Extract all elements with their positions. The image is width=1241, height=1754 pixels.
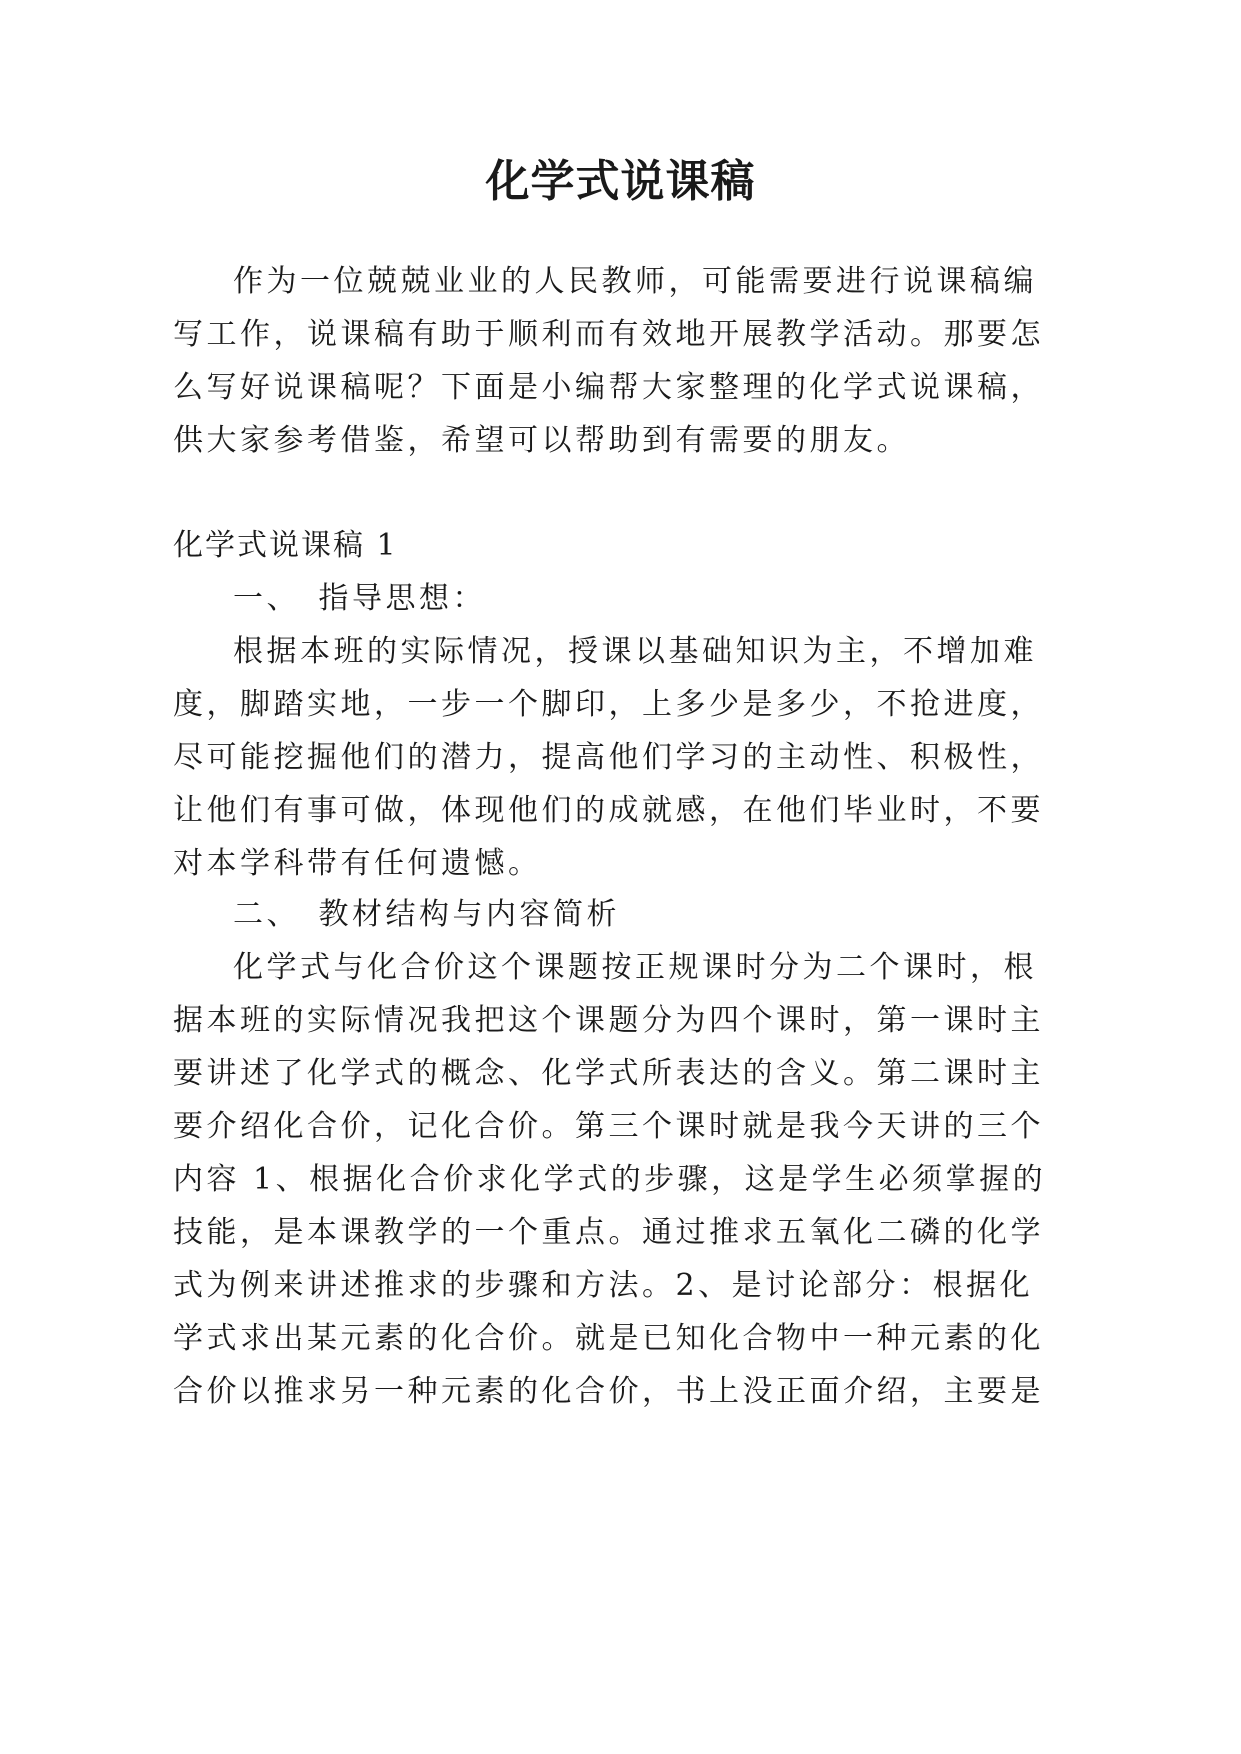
paragraph-line: 要介绍化合价，记化合价。第三个课时就是我今天讲的三个	[173, 1109, 1044, 1144]
paragraph-line: 据本班的实际情况我把这个课题分为四个课时，第一课时主	[173, 1003, 1044, 1038]
paragraph-line: 对本学科带有任何遗憾。	[173, 846, 542, 881]
paragraph-line: 合价以推求另一种元素的化合价，书上没正面介绍，主要是	[173, 1374, 1044, 1409]
paragraph-line: 让他们有事可做，体现他们的成就感，在他们毕业时，不要	[173, 793, 1044, 828]
intro-line: 供大家参考借鉴，希望可以帮助到有需要的朋友。	[173, 423, 910, 458]
paragraph-line: 尽可能挖掘他们的潜力，提高他们学习的主动性、积极性，	[173, 740, 1044, 775]
intro-line: 作为一位兢兢业业的人民教师，可能需要进行说课稿编	[233, 264, 1037, 299]
paragraph-line: 学式求出某元素的化合价。就是已知化合物中一种元素的化	[173, 1321, 1044, 1356]
heading-textbook-structure: 二、 教材结构与内容简析	[233, 897, 620, 932]
paragraph-line: 化学式与化合价这个课题按正规课时分为二个课时，根	[233, 950, 1037, 985]
heading-guiding-idea: 一、 指导思想：	[233, 581, 486, 616]
paragraph-line: 要讲述了化学式的概念、化学式所表达的含义。第二课时主	[173, 1056, 1044, 1091]
paragraph-line: 技能，是本课教学的一个重点。通过推求五氧化二磷的化学	[173, 1215, 1044, 1250]
section-heading: 化学式说课稿 1	[173, 528, 398, 563]
paragraph-line: 内容 1、根据化合价求化学式的步骤，这是学生必须掌握的	[173, 1162, 1047, 1197]
document-title: 化学式说课稿	[485, 156, 756, 207]
intro-line: 写工作，说课稿有助于顺利而有效地开展教学活动。那要怎	[173, 317, 1044, 352]
paragraph-line: 度，脚踏实地，一步一个脚印，上多少是多少，不抢进度，	[173, 687, 1044, 722]
paragraph-line: 式为例来讲述推求的步骤和方法。2、是讨论部分：根据化	[173, 1268, 1034, 1303]
paragraph-line: 根据本班的实际情况，授课以基础知识为主，不增加难	[233, 634, 1037, 669]
intro-line: 么写好说课稿呢？下面是小编帮大家整理的化学式说课稿，	[173, 370, 1044, 405]
